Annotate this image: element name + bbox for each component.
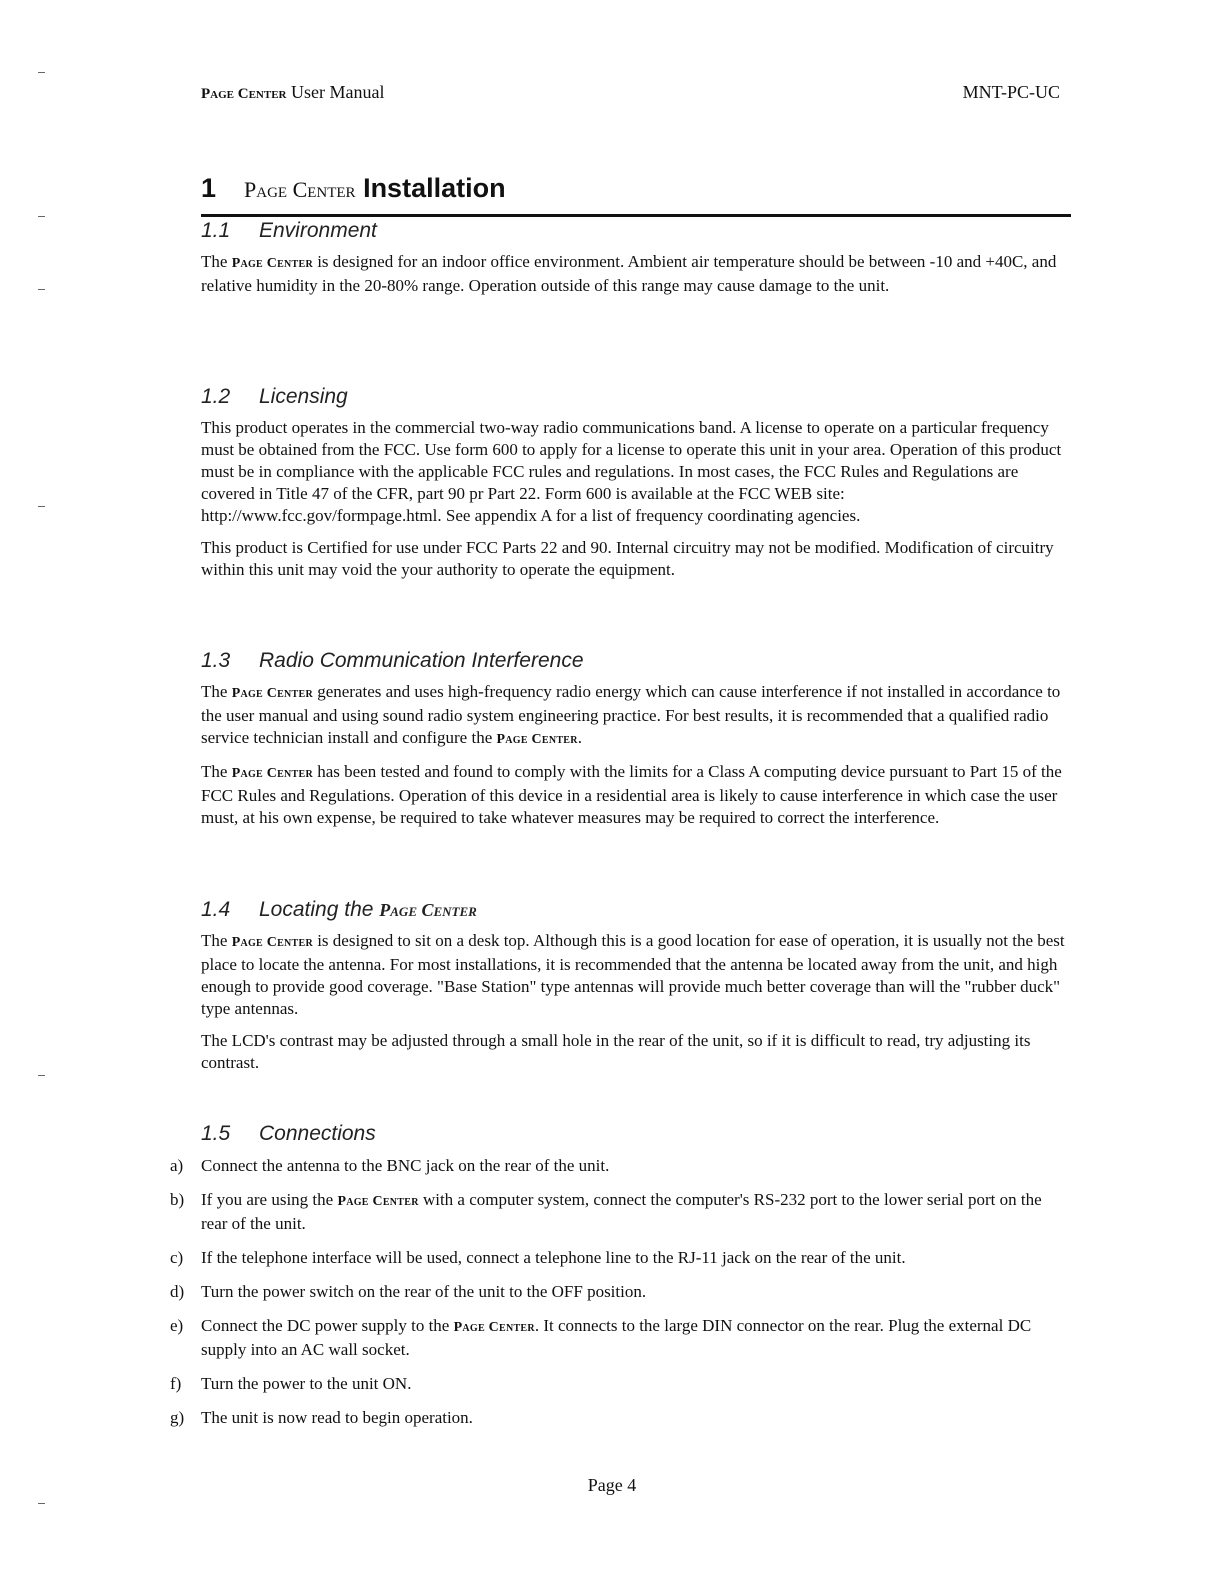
text-run: The: [201, 931, 232, 950]
paragraph: This product operates in the commercial two-way radio communications band. A license to operate on a particular frequency must be obtained from the FCC. Use form 600 to apply for a license to operate this unit in your area. Operation of this product must be in compliance with the applicable FCC rules and regulations. In most cases, the FCC Rules and Regulations are covered in Title 47 of the CFR, part 90 pr Part 22. Form 600 is available at the FCC WEB site: http://www.fcc.gov/formpage.html. See appendix A for a list of frequency coordinating agencies.: [201, 418, 1062, 525]
list-item: [170, 1407, 1070, 1429]
chapter-heading: [201, 173, 1071, 217]
list-label: g): [170, 1408, 185, 1427]
brand-name: Page Center: [337, 1194, 419, 1209]
paragraph: This product is Certified for use under FCC Parts 22 and 90. Internal circuitry may not be modified. Modification of circuitry within this unit may void the your authority to operate the equipment.: [201, 538, 1054, 579]
header-title: [201, 82, 384, 103]
section-number: 1.5: [201, 1122, 231, 1145]
section-heading: [201, 219, 1071, 243]
list-label: c): [170, 1248, 184, 1267]
list-item: [170, 1373, 1070, 1395]
list-text: Turn the power switch on the rear of the unit to the OFF position.: [201, 1282, 647, 1301]
text-run: Connect the DC power supply to the: [201, 1316, 454, 1335]
page-number: Page 4: [587, 1475, 637, 1495]
list-label: d): [170, 1282, 185, 1301]
list-text: Connect the antenna to the BNC jack on the rear of the unit.: [201, 1156, 610, 1175]
text-run: The: [201, 252, 232, 271]
text-run: with a computer system, connect the computer's RS-232 port to the lower serial port on the rear of the unit.: [201, 1190, 1042, 1233]
list-label: b): [170, 1190, 185, 1209]
section-title: Environment: [259, 219, 377, 242]
text-run: has been tested and found to comply with the limits for a Class A computing device pursuant to Part 15 of the FCC Rules and Regulations. Operation of this device in a residential area is likely to cause interference in which case the user must, at his own expense, be required to take whatever measures may be required to correct the interference.: [201, 762, 1062, 827]
section-number: 1.4: [201, 898, 231, 921]
list-item: [170, 1189, 1070, 1235]
brand-name: Page Center: [496, 732, 578, 747]
text-run: The: [201, 682, 232, 701]
paragraph: [201, 681, 1071, 751]
section-heading: [201, 898, 1071, 922]
scan-mark: [38, 506, 45, 507]
brand-name: Page Center: [231, 935, 313, 950]
connections-list-wrap: [170, 1155, 1070, 1441]
section-environment: [201, 219, 1071, 307]
header-title-rest: User Manual: [286, 82, 385, 102]
text-run: is designed for an indoor office environment. Ambient air temperature should be between -10 and +40C, and relative humidity in the 20-80% range. Operation outside of this range may cause damage to the unit.: [201, 252, 1057, 295]
chapter-number: 1: [201, 173, 217, 203]
text-run: If you are using the: [201, 1190, 338, 1209]
list-text: Turn the power to the unit ON.: [201, 1374, 412, 1393]
section-title: Radio Communication Interference: [259, 649, 584, 672]
brand-name: Page Center: [231, 766, 313, 781]
paragraph: The LCD's contrast may be adjusted through a small hole in the rear of the unit, so if it is difficult to read, try adjusting its contrast.: [201, 1031, 1031, 1072]
list-label: f): [170, 1374, 182, 1393]
section-title: Connections: [259, 1122, 376, 1145]
section-number: 1.2: [201, 385, 231, 408]
scan-mark: [38, 1503, 45, 1504]
scan-mark: [38, 72, 45, 73]
section-interference: [201, 649, 1071, 839]
list-label: e): [170, 1316, 184, 1335]
paragraph: [201, 930, 1071, 1020]
list-text: The unit is now read to begin operation.: [201, 1408, 473, 1427]
brand-name: Page Center: [453, 1320, 535, 1335]
scan-mark: [38, 216, 45, 217]
list-item: [170, 1155, 1070, 1177]
section-heading: [201, 385, 1071, 409]
header-brand: Page Center: [201, 86, 287, 102]
section-locating: [201, 898, 1071, 1084]
section-number: 1.3: [201, 649, 231, 672]
text-run: generates and uses high-frequency radio energy which can cause interference if not installed in accordance to the user manual and using sound radio system engineering practice. For best results, it is recommended that a qualified radio service technician install and configure the: [201, 682, 1061, 747]
paragraph: [201, 251, 1071, 297]
list-text: If the telephone interface will be used, connect a telephone line to the RJ-11 jack on the rear of the unit.: [201, 1248, 906, 1267]
section-heading: [201, 1122, 1071, 1146]
section-heading: [201, 649, 1071, 673]
scan-mark: [38, 289, 45, 290]
paragraph: [201, 761, 1071, 829]
chapter-title: Installation: [355, 173, 506, 203]
section-title: Locating the: [259, 898, 380, 921]
list-item: [170, 1247, 1070, 1269]
brand-name: Page Center: [231, 256, 313, 271]
header-doc-id: MNT-PC-UC: [962, 82, 1060, 102]
section-title: Licensing: [259, 385, 348, 408]
scan-mark: [38, 1075, 45, 1076]
list-item: [170, 1281, 1070, 1303]
text-run: is designed to sit on a desk top. Although this is a good location for ease of operation, it is usually not the best place to locate the antenna. For most installations, it is recommended that the antenna be located away from the unit, and high enough to provide good coverage. "Base Station" type antennas will provide much better coverage than will the "rubber duck" type antennas.: [201, 931, 1065, 1018]
connections-list: [170, 1155, 1070, 1429]
text-run: The: [201, 762, 232, 781]
list-label: a): [170, 1156, 184, 1175]
section-number: 1.1: [201, 219, 231, 242]
section-licensing: [201, 385, 1071, 591]
text-run: . It connects to the large DIN connector on the rear. Plug the external DC supply into an AC wall socket.: [201, 1316, 1032, 1359]
list-item: [170, 1315, 1070, 1361]
section-title-brand: Page Center: [379, 900, 477, 920]
chapter-brand: Page Center: [244, 177, 356, 202]
brand-name: Page Center: [231, 686, 313, 701]
text-run: .: [577, 728, 583, 747]
section-connections: [201, 1122, 1071, 1154]
